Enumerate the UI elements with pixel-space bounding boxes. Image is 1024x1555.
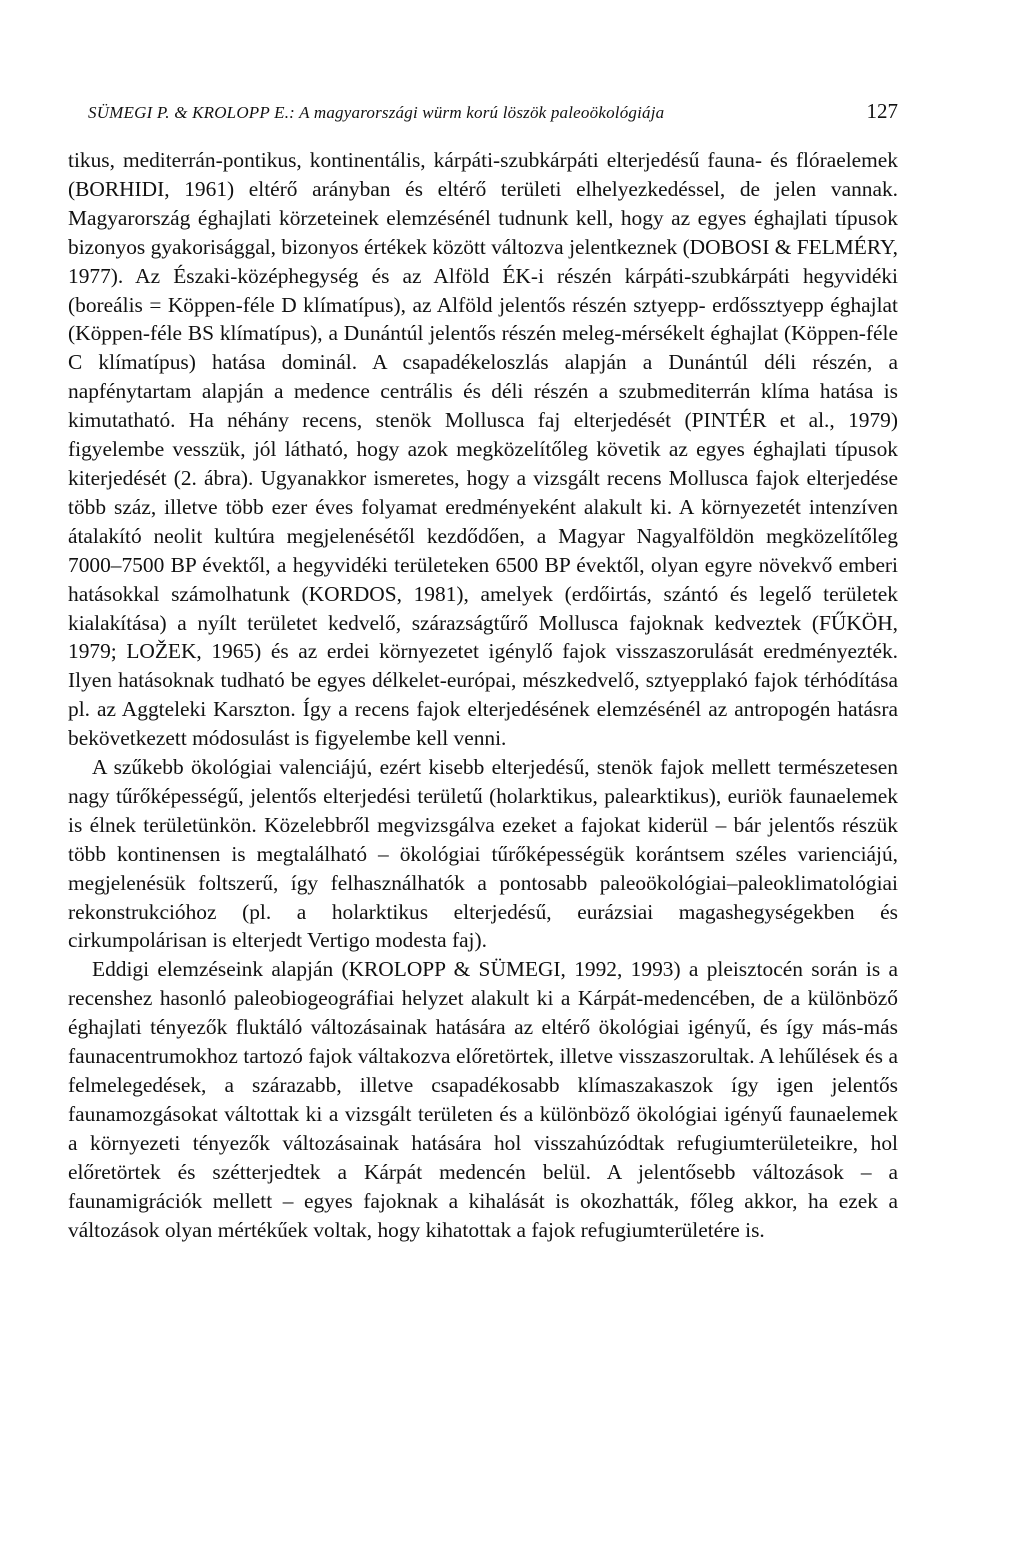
running-head-title: SÜMEGI P. & KROLOPP E.: A magyarországi würm korú löszök paleoökológiája: [88, 103, 665, 122]
paragraph-continuation: tikus, mediterrán-pontikus, kontinentális, kárpáti-szubkárpáti elterjedésű fauna- és flóraelemek (BORHIDI, 1961) eltérő arányban és eltérő területi elhelyezkedéssel, de jelen vannak. Magyarország éghajlati körzeteinek elemzésénél tudnunk kell, hogy az egyes éghajlati típusok bizonyos gyakorisággal, bizonyos értékek között változva jelentkeznek (DOBOSI & FELMÉRY, 1977). Az Északi-középhegység és az Alföld ÉK-i részén kárpáti-szubkárpáti hegyvidéki (boreális = Köppen-féle D klímatípus), az Alföld jelentős részén sztyepp- erdőssztyepp éghajlat (Köppen-féle BS klímatípus), a Dunántúl jelentős részén meleg-mérsékelt éghajlat (Köppen-féle C klímatípus) hatása dominál. A csapadékeloszlás alapján a Dunántúl déli részén, a napfénytartam alapján a medence centrális és déli részén a szubmediterrán klíma hatása is kimutatható. Ha néhány recens, stenök Mollusca faj elterjedését (PINTÉR et al., 1979) figyelembe vesszük, jól látható, hogy azok megközelítőleg követik az egyes éghajlati típusok kiterjedését (2. ábra). Ugyanakkor ismeretes, hogy a vizsgált recens Mollusca fajok elterjedése több száz, illetve több ezer éves folyamat eredményeként alakult ki. A környezetét intenzíven átalakító neolit kultúra megjelenésétől kezdődően, a Magyar Nagyalföldön megközelítőleg 7000–7500 BP évektől, a hegyvidéki területeken 6500 BP évektől, olyan egyre növekvő emberi hatásokkal számolhatunk (KORDOS, 1981), amelyek (erdőirtás, szántó és legelő területek kialakítása) a nyílt területet kedvelő, szárazságtűrő Mollusca fajoknak kedveztek (FŰKÖH, 1979; LOŽEK, 1965) és az erdei környezetet igénylő fajok visszaszorulását eredményezték. Ilyen hatásoknak tudható be egyes délkelet-európai, mészkedvelő, sztyepplakó fajok térhódítása pl. az Aggteleki Karszton. Így a recens fajok elterjedésének elemzésénél az antropogén hatásra bekövetkezett módosulást is figyelembe kell venni.: [68, 148, 898, 751]
paragraph-pleistocene-analysis: Eddigi elemzéseink alapján (KROLOPP & SÜMEGI, 1992, 1993) a pleisztocén során is a recenshez hasonló paleobiogeográfiai helyzet alakult ki a Kárpát-medencében, de a különböző éghajlati tényezők fluktáló változásainak hatására az eltérő ökológiai igényű, és így más-más faunacentrumokhoz tartozó fajok váltakozva előretörtek, illetve visszaszorultak. A lehűlések és a felmelegedések, a szárazabb, illetve csapadékosabb klímaszakaszok így igen jelentős faunamozgásokat váltottak ki a vizsgált területen és a különböző ökológiai igényű faunaelemek a környezeti tényezők változásainak hatására hol visszahúzódtak refugiumterületeikre, hol előretörtek és szétterjedtek a Kárpát medencén belül. A jelentősebb változások – a faunamigrációk mellett – egyes fajoknak a kihalását is okozhatták, főleg akkor, ha ezek a változások olyan mértékűek voltak, hogy kihatottak a fajok refugiumterületére is.: [68, 957, 898, 1242]
body-text: [68, 146, 898, 1244]
paragraph-stenoek-species: A szűkebb ökológiai valenciájú, ezért kisebb elterjedésű, stenök fajok mellett természetesen nagy tűrőképességű, jelentős elterjedési területű (holarktikus, palearktikus), euriök faunaelemek is élnek területünkön. Közelebbről megvizsgálva ezeket a fajokat kiderül – bár jelentős részük több kontinensen is megtalálható – ökológiai tűrőképességük korántsem széles varienciájú, megjelenésük foltszerű, így felhasználhatók a pontosabb paleoökológiai–paleoklimatológiai rekonstrukcióhoz (pl. a holarktikus elterjedésű, eurázsiai magashegységekben és cirkumpolárisan is elterjedt Vertigo modesta faj).: [68, 755, 898, 953]
page-number: 127: [866, 99, 898, 123]
running-head: [88, 100, 898, 130]
